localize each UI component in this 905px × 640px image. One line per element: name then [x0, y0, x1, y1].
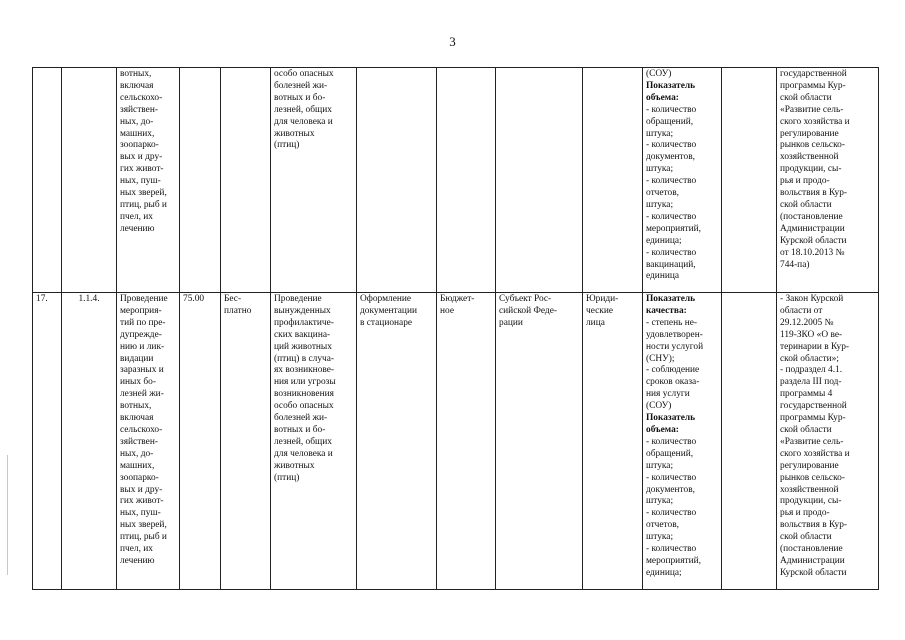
cell-institution-type: [437, 293, 496, 590]
cell-conditions: [357, 293, 437, 590]
cell-number: [33, 68, 62, 293]
cell-work-content: [271, 68, 357, 293]
legal-basis-text: - Закон Курской области от 29.12.2005 № 119-ЗКО «О ве- теринарии в Кур- ской области»; - подраздел 4.1. раздела III под- программы 4 государственной программы Кур- ской области «Развитие сель- ского хозяйства и регулирование рынков сельско- хозяйственной продукции, сы- рья и продо- вольствия в Кур- ской области (постановление Администрации Курской области: [780, 294, 850, 578]
cell-legal-basis: [777, 68, 879, 293]
cell-work-content: [271, 293, 357, 590]
consumers-text: Юриди- ческие лица: [586, 294, 619, 328]
cell-empty: [722, 68, 777, 293]
cell-payment: [221, 293, 271, 590]
indicator-text: (СОУ): [646, 69, 672, 79]
price-value: 75.00: [183, 294, 205, 304]
legal-basis-text: государственной программы Кур- ской области «Развитие сель- ского хозяйства и регулирование рынков сельско- хозяйственной продукции, сы- рья и продо- вольствия в Кур- ской области (постановление Администрации Курской области от 18.10.2013 № 744-па): [780, 69, 850, 270]
cell-service-name: [117, 293, 180, 590]
table-row-17: [33, 293, 879, 590]
services-register-table: [32, 67, 879, 590]
cell-legal-basis: [777, 293, 879, 590]
indicator-heading: Показатель качества:: [646, 294, 696, 316]
cell-consumers: [583, 68, 643, 293]
cell-number: [33, 293, 62, 590]
indicator-heading: Показатель объема:: [646, 413, 696, 435]
row-number: 17.: [36, 294, 48, 304]
cell-code: [62, 293, 117, 590]
cell-price: [180, 68, 221, 293]
service-name-text: вотных, включая сельскохо- зяйствен- ных, до- машних, зоопарко- вых и дру- гих живот- ных, пуш- ных зверей, птиц, рыб и пчел, их лечению: [120, 69, 167, 234]
cell-price: [180, 293, 221, 590]
cell-authority: [496, 293, 583, 590]
payment-type: Бес- платно: [224, 294, 252, 316]
cell-service-name: [117, 68, 180, 293]
conditions-text: Оформление документации в стационаре: [360, 294, 417, 328]
institution-type-text: Бюджет- ное: [440, 294, 475, 316]
work-content-text: Проведение вынужденных профилактиче- ских вакцина- ций животных (птиц) в случа- ях возникнове- ния или угрозы возникновения особо опасных болезней жи- вотных и бо- лезней, общих для человека и животных (птиц): [274, 294, 336, 483]
indicator-text: - количество обращений, штука; - количество документов, штука; - количество отчетов, штука; - количество мероприятий, единица; - количество вакцинаций, единица: [646, 104, 701, 282]
cell-authority: [496, 68, 583, 293]
table-row-continuation: [33, 68, 879, 293]
cell-consumers: [583, 293, 643, 590]
cell-empty: [722, 293, 777, 590]
indicator-heading: Показатель объема:: [646, 80, 696, 103]
scan-edge-mark: [7, 455, 8, 575]
cell-code: [62, 68, 117, 293]
cell-conditions: [357, 68, 437, 293]
cell-indicators: [643, 68, 722, 293]
service-name-text: Проведение мероприя- тий по пре- дупрежде- нию и лик- видации заразных и иных бо- лезней жи- вотных, включая сельскохо- зяйствен- ных, до- машних, зоопарко- вых и дру- гих живот- ных, пуш- ных зверей, птиц, рыб и пчел, их лечению: [120, 294, 168, 566]
indicator-text: - количество обращений, штука; - количество документов, штука; - количество отчетов, штука; - количество мероприятий, единица;: [646, 436, 701, 578]
page-number: 3: [449, 34, 456, 49]
authority-text: Субъект Рос- сийской Феде- рации: [499, 294, 557, 328]
indicator-text: - степень не- удовлетворен- ности услугой (СНУ); - соблюдение сроков оказа- ния услуги (СОУ): [646, 317, 704, 412]
service-code: 1.1.4.: [78, 294, 100, 304]
cell-indicators: [643, 293, 722, 590]
work-content-text: особо опасных болезней жи- вотных и бо- лезней, общих для человека и животных (птиц): [274, 69, 334, 151]
cell-payment: [221, 68, 271, 293]
cell-institution-type: [437, 68, 496, 293]
